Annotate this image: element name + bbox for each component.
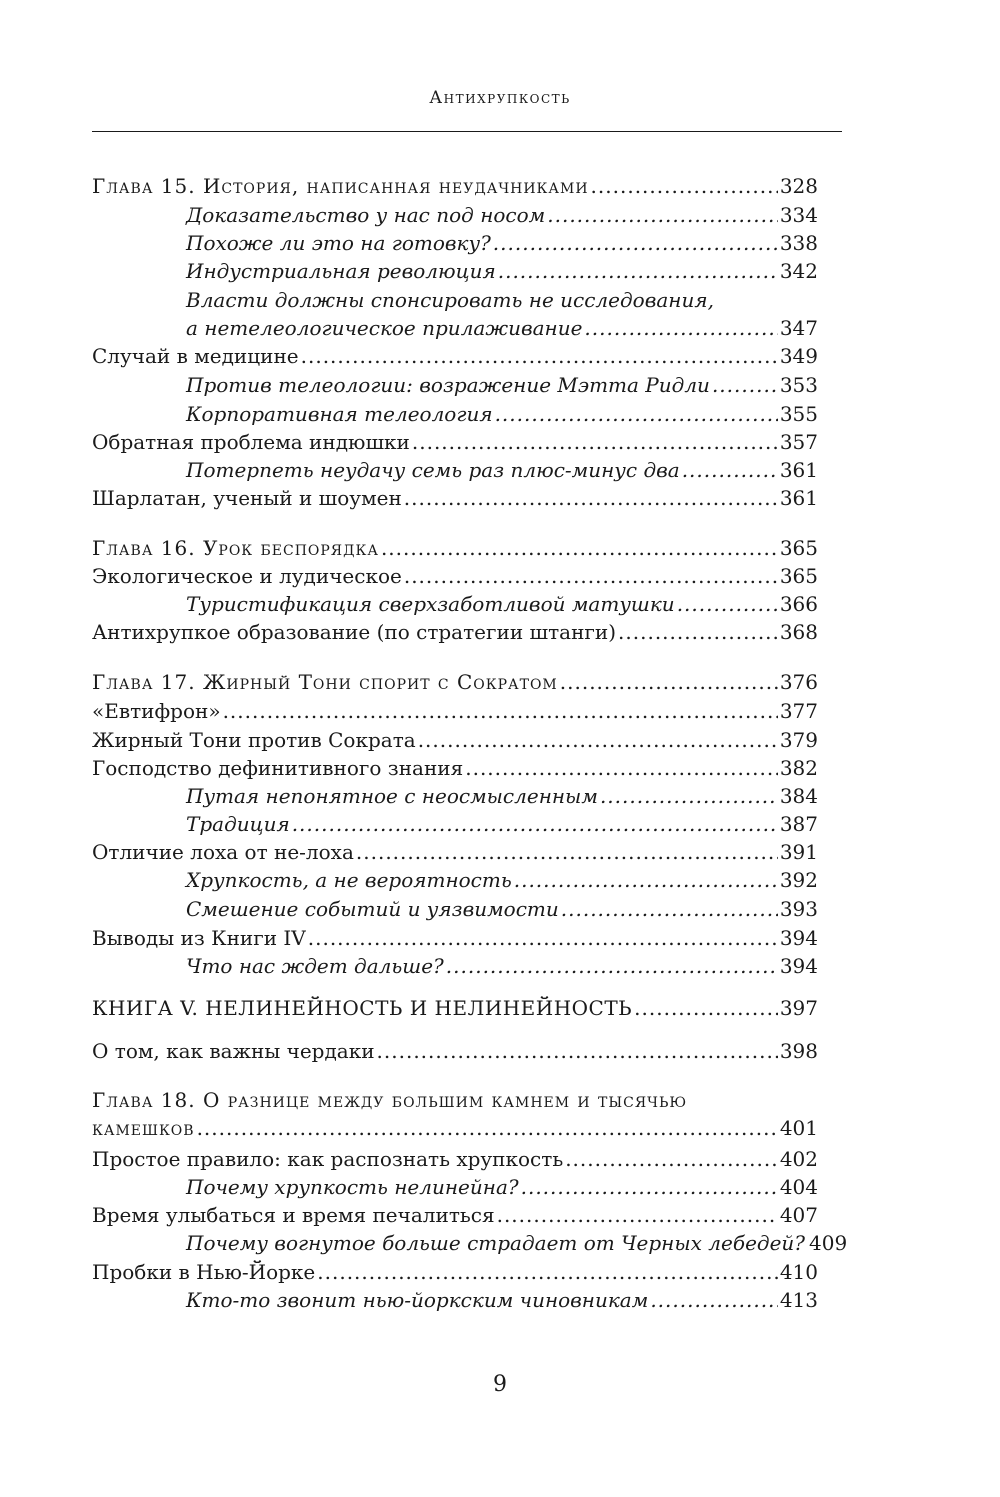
- dot-leader: [497, 1201, 778, 1229]
- toc-page-number: 338: [779, 231, 818, 255]
- dot-leader: [560, 668, 778, 696]
- toc-section-entry[interactable]: [92, 342, 818, 370]
- dot-leader: [223, 697, 778, 725]
- toc-subsection-entry[interactable]: [186, 1229, 848, 1257]
- toc-page-number: 393: [779, 897, 818, 921]
- toc-chapter-entry[interactable]: [92, 172, 818, 200]
- toc-entry-label: Экологическое и лудическое: [92, 564, 402, 588]
- toc-entry-label: Индустриальная революция: [186, 259, 496, 283]
- toc-page-number: 376: [779, 670, 818, 694]
- dot-leader: [377, 1037, 778, 1065]
- toc-entry-label: Отличие лоха от не-лоха: [92, 840, 354, 864]
- dot-leader: [712, 371, 778, 399]
- toc-section-entry[interactable]: [92, 1258, 818, 1286]
- dot-leader: [404, 562, 778, 590]
- dot-leader: [677, 590, 778, 618]
- dot-leader: [292, 810, 778, 838]
- dot-leader: [618, 618, 778, 646]
- dot-leader: [418, 726, 778, 754]
- toc-page-number: 404: [779, 1175, 818, 1199]
- toc-entry-label-line1: Власти должны спонсировать не исследования,: [186, 288, 714, 312]
- toc-entry-label: Выводы из Книги IV: [92, 926, 306, 950]
- toc-entry-label: Пробки в Нью-Йорке: [92, 1260, 316, 1284]
- toc-section-entry[interactable]: [92, 1201, 818, 1229]
- toc-entry-label: Жирный Тони против Сократа: [92, 728, 416, 752]
- toc-subsection-entry[interactable]: [186, 1173, 818, 1201]
- toc-entry-label-line1: Глава 18. О разнице между большим камнем и тысячью: [92, 1088, 688, 1112]
- dot-leader: [381, 534, 778, 562]
- toc-entry-label: О том, как важны чердаки: [92, 1039, 375, 1063]
- toc-page-number: 379: [779, 728, 818, 752]
- running-head: Антихрупкость: [429, 88, 571, 108]
- toc-page-number: 361: [779, 486, 818, 510]
- toc-page-number: 347: [779, 316, 818, 340]
- toc-subsection-entry[interactable]: [186, 1286, 818, 1314]
- toc-page-number: 401: [779, 1116, 818, 1140]
- toc-entry-label: камешков: [92, 1116, 195, 1140]
- toc-page-number: 387: [779, 812, 818, 836]
- toc-section-entry[interactable]: [92, 618, 818, 646]
- toc-entry-label: Господство дефинитивного знания: [92, 756, 464, 780]
- toc-page-number: 365: [779, 536, 818, 560]
- toc-subsection-entry[interactable]: [186, 895, 818, 923]
- toc-entry-label: «Евтифрон»: [92, 699, 221, 723]
- toc-subsection-entry[interactable]: [186, 782, 818, 810]
- toc-section-entry[interactable]: [92, 428, 818, 456]
- toc-entry-label: Корпоративная телеология: [186, 402, 493, 426]
- toc-subsection-entry[interactable]: [186, 257, 818, 285]
- dot-leader: [650, 1286, 777, 1314]
- toc-section-entry[interactable]: [92, 754, 818, 782]
- toc-entry-label: а нетелеологическое прилаживание: [186, 316, 583, 340]
- toc-section-entry[interactable]: [92, 838, 818, 866]
- toc-entry-label: Похоже ли это на готовку?: [186, 231, 491, 255]
- dot-leader: [412, 428, 778, 456]
- toc-page-number: 334: [779, 203, 818, 227]
- toc-page-number: 397: [779, 996, 818, 1020]
- dot-leader: [317, 1258, 778, 1286]
- toc-entry-label: Простое правило: как распознать хрупкость: [92, 1147, 564, 1171]
- toc-book-entry[interactable]: [92, 994, 818, 1022]
- toc-page-number: 410: [779, 1260, 818, 1284]
- toc-subsection-entry[interactable]: [186, 371, 818, 399]
- dot-leader: [521, 1173, 778, 1201]
- toc-page-number: 349: [779, 344, 818, 368]
- dot-leader: [197, 1114, 778, 1142]
- page-number: 9: [493, 1372, 507, 1397]
- toc-page-number: 391: [779, 840, 818, 864]
- toc-section-entry[interactable]: [92, 562, 818, 590]
- toc-section-entry[interactable]: [92, 1145, 818, 1173]
- toc-page-number: 384: [779, 784, 818, 808]
- toc-section-entry[interactable]: [92, 484, 818, 512]
- dot-leader: [514, 866, 778, 894]
- toc-entry-label: Против телеологии: возражение Мэтта Ридли: [186, 373, 710, 397]
- dot-leader: [584, 314, 777, 342]
- toc-entry-label: Туристификация сверхзаботливой матушки: [186, 592, 675, 616]
- dot-leader: [591, 172, 778, 200]
- toc-page-number: 377: [779, 699, 818, 723]
- toc-page-number: 357: [779, 430, 818, 454]
- toc-entry-label: Глава 17. Жирный Тони спорит с Сократом: [92, 670, 558, 694]
- dot-leader: [600, 782, 778, 810]
- toc-section-entry[interactable]: [92, 1037, 818, 1065]
- toc-subsection-entry[interactable]: [186, 400, 818, 428]
- dot-leader: [308, 924, 778, 952]
- toc-page-number: 407: [779, 1203, 818, 1227]
- toc-entry-label: Путая непонятное с неосмысленным: [186, 784, 598, 808]
- toc-entry-label: Глава 16. Урок беспорядка: [92, 536, 379, 560]
- toc-entry-label: Почему вогнутое больше страдает от Черных лебедей?: [186, 1231, 806, 1255]
- toc-entry-label: Хрупкость, а не вероятность: [186, 868, 512, 892]
- dot-leader: [446, 952, 778, 980]
- toc-section-entry[interactable]: [92, 697, 818, 725]
- dot-leader: [561, 895, 778, 923]
- toc-page-number: 328: [779, 174, 818, 198]
- toc-entry-label: Что нас ждет дальше?: [186, 954, 444, 978]
- toc-page-number: 382: [779, 756, 818, 780]
- toc-entry-label: Время улыбаться и время печалиться: [92, 1203, 495, 1227]
- toc-entry-label: Антихрупкое образование (по стратегии штанги): [92, 620, 617, 644]
- toc-page-number: 398: [779, 1039, 818, 1063]
- toc-chapter-entry[interactable]: [92, 668, 818, 696]
- toc-subsection-entry[interactable]: [186, 314, 818, 342]
- toc-page-number: 402: [779, 1147, 818, 1171]
- toc-subsection-entry[interactable]: [186, 229, 818, 257]
- dot-leader: [356, 838, 778, 866]
- toc-page-number: 409: [809, 1231, 848, 1255]
- toc-entry-label: Традиция: [186, 812, 290, 836]
- toc-chapter-entry[interactable]: [92, 1114, 818, 1142]
- toc-page-number: 394: [779, 954, 818, 978]
- toc-subsection-entry[interactable]: [186, 810, 818, 838]
- toc-entry-label: Обратная проблема индюшки: [92, 430, 410, 454]
- dot-leader: [404, 484, 778, 512]
- toc-section-entry[interactable]: [92, 924, 818, 952]
- toc-page-number: 355: [779, 402, 818, 426]
- toc-chapter-entry[interactable]: [92, 534, 818, 562]
- toc-entry-label: Смешение событий и уязвимости: [186, 897, 559, 921]
- toc-entry-label: Случай в медицине: [92, 344, 299, 368]
- header-rule: [92, 131, 842, 132]
- dot-leader: [565, 1145, 778, 1173]
- toc-page-number: 366: [779, 592, 818, 616]
- toc-entry-label: Почему хрупкость нелинейна?: [186, 1175, 519, 1199]
- toc-page-number: 394: [779, 926, 818, 950]
- toc-page-number: 392: [779, 868, 818, 892]
- toc-subsection-entry[interactable]: [186, 866, 818, 894]
- toc-entry-label: Шарлатан, ученый и шоумен: [92, 486, 402, 510]
- toc-entry-label: КНИГА V. НЕЛИНЕЙНОСТЬ И НЕЛИНЕЙНОСТЬ: [92, 996, 633, 1020]
- toc-subsection-entry[interactable]: [186, 456, 818, 484]
- toc-section-entry[interactable]: [92, 726, 818, 754]
- toc-page-number: 342: [779, 259, 818, 283]
- toc-page-number: 353: [779, 373, 818, 397]
- dot-leader: [493, 229, 778, 257]
- toc-entry-label: Доказательство у нас под носом: [186, 203, 546, 227]
- toc-page-number: 361: [779, 458, 818, 482]
- toc-subsection-entry[interactable]: [186, 952, 818, 980]
- dot-leader: [547, 201, 778, 229]
- toc-entry-label: Потерпеть неудачу семь раз плюс-минус два: [186, 458, 680, 482]
- toc-page-number: 368: [779, 620, 818, 644]
- toc-subsection-entry[interactable]: [186, 590, 818, 618]
- toc-entry-label: Кто-то звонит нью-йоркским чиновникам: [186, 1288, 649, 1312]
- dot-leader: [498, 257, 778, 285]
- dot-leader: [495, 400, 778, 428]
- toc-subsection-entry[interactable]: [186, 201, 818, 229]
- dot-leader: [634, 994, 778, 1022]
- toc-page-number: 365: [779, 564, 818, 588]
- dot-leader: [682, 456, 778, 484]
- dot-leader: [465, 754, 778, 782]
- toc-page-number: 413: [779, 1288, 818, 1312]
- dot-leader: [301, 342, 778, 370]
- toc-entry-label: Глава 15. История, написанная неудачниками: [92, 174, 589, 198]
